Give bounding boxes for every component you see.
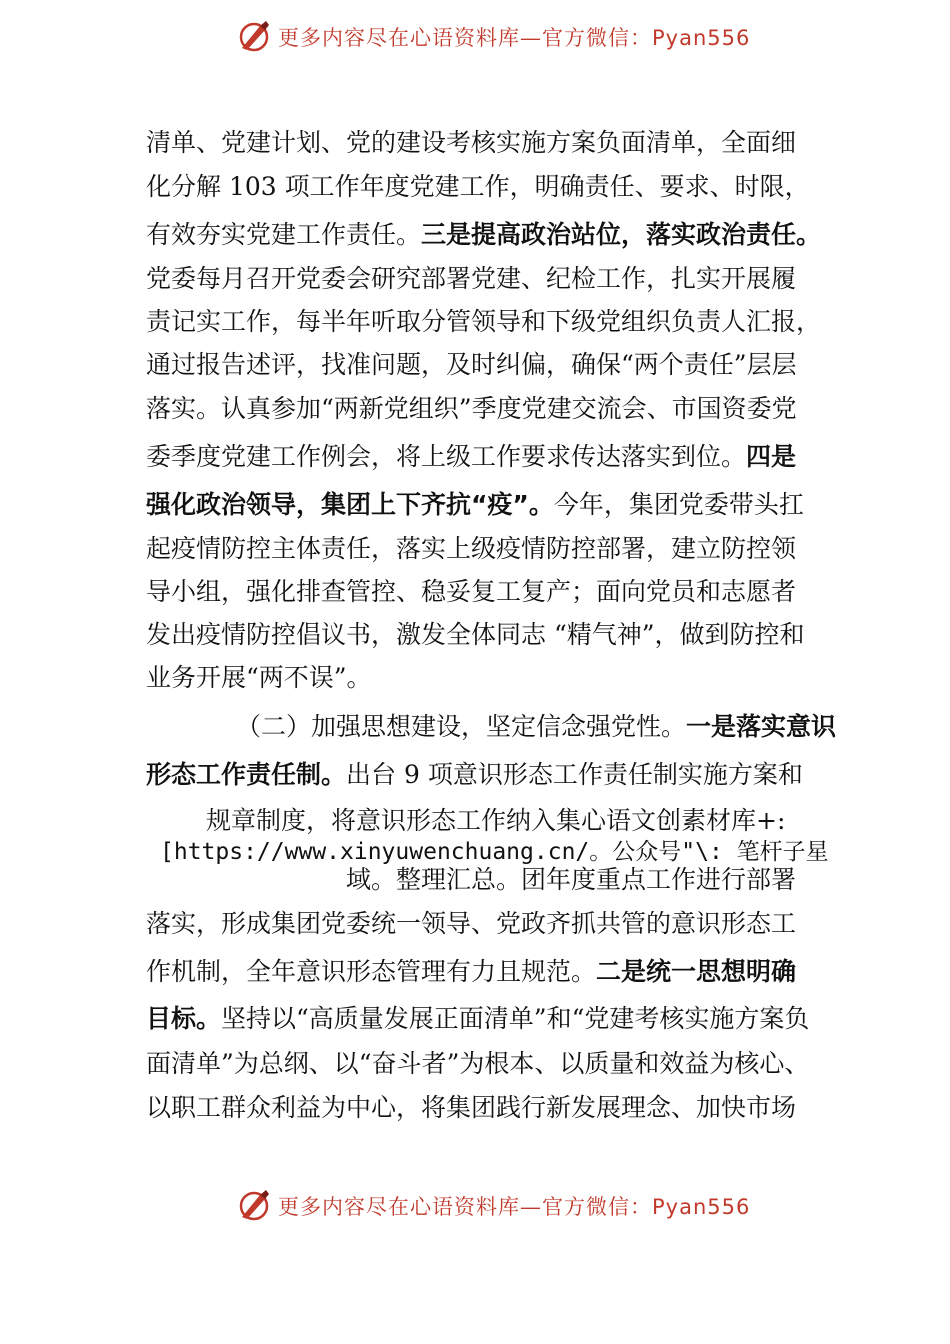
footer-banner: [0, 1185, 950, 1225]
banner-text: 更多内容尽在心语资料库—官方微信：: [278, 26, 652, 50]
text-span: 有效夯实党建工作责任。: [146, 220, 422, 249]
text-span: 面清单”为总纲、以“奋斗者”为根本、以质量和效益为核心、: [146, 1049, 810, 1078]
text-span: 清单、党建计划、党的建设考核实施方案负面清单，全面细: [146, 128, 797, 157]
text-span: 业务开展“两不误”。: [146, 663, 372, 692]
text-line: [236, 711, 836, 743]
text-line: [146, 1003, 809, 1035]
text-span: 规章制度，将意识形态工作纳入集心语文创素材库+:: [206, 806, 786, 835]
text-span: 作机制，全年意识形态管理有力且规范。: [146, 957, 597, 986]
text-line: [146, 306, 821, 338]
text-line: [146, 219, 821, 251]
text-line: [146, 171, 810, 203]
text-span: [https://www.xinyuwenchuang.cn/。公众号"\: 笔杆子星: [160, 839, 829, 865]
text-line: [146, 576, 796, 608]
text-span: 责记实工作，每半年听取分管领导和下级党组织负责人汇报，: [146, 307, 822, 336]
bold-text-span: 目标。: [146, 1004, 222, 1033]
text-line: [146, 127, 796, 159]
text-span: 以职工群众利益为中心，将集团践行新发展理念、加快市场: [146, 1093, 797, 1122]
banner-text: 更多内容尽在心语资料库—官方微信：: [278, 1195, 652, 1219]
text-line: [146, 759, 803, 791]
text-line: [146, 263, 796, 295]
text-line: [146, 956, 796, 988]
text-span: 落实，形成集团党委统一领导、党政齐抓共管的意识形态工: [146, 909, 797, 938]
text-line: [146, 619, 805, 651]
header-banner: [0, 16, 950, 56]
text-span: 起疫情防控主体责任，落实上级疫情防控部署，建立防控领: [146, 534, 797, 563]
text-span: （二）加强思想建设，坚定信念强党性。: [236, 712, 687, 741]
bold-text-span: 三是提高政治站位，落实政治责任。: [421, 220, 822, 249]
text-span: 导小组，强化排查管控、稳妥复工复产；面向党员和志愿者: [146, 577, 797, 606]
text-span: 落实。认真参加“两新党组织”季度党建交流会、市国资委党: [146, 394, 797, 423]
text-line: [146, 533, 796, 565]
wechat-id: Pyan556: [652, 26, 751, 50]
text-span: 委季度党建工作例会，将上级工作要求传达落实到位。: [146, 442, 747, 471]
pen-logo-icon: [236, 1187, 272, 1223]
text-span: 出台 9 项意识形态工作责任制实施方案和: [346, 760, 803, 789]
bold-text-span: 四是: [746, 442, 797, 471]
text-line: [146, 441, 796, 473]
text-span: 今年，集团党委带头扛: [553, 490, 804, 519]
text-span: 通过报告述评，找准问题，及时纠偏，确保“两个责任”层层: [146, 350, 797, 379]
text-span: 党委每月召开党委会研究部署党建、纪检工作，扎实开展履: [146, 264, 797, 293]
text-span: 域。整理汇总。团年度重点工作进行部署: [346, 865, 797, 894]
text-line: [146, 1092, 796, 1124]
text-line: [146, 662, 372, 694]
wechat-id: Pyan556: [652, 1195, 751, 1219]
text-span: 坚持以“高质量发展正面清单”和“党建考核实施方案负: [221, 1004, 810, 1033]
pen-logo-icon: [236, 18, 272, 54]
text-span: 化分解 103 项工作年度党建工作，明确责任、要求、时限，: [146, 172, 810, 201]
bold-text-span: 强化政治领导，集团上下齐抗“疫”。: [146, 490, 554, 519]
text-line: [146, 908, 796, 940]
bold-text-span: 二是统一思想明确: [596, 957, 797, 986]
text-line: [206, 805, 785, 837]
text-line: [346, 864, 796, 896]
text-line: [146, 489, 804, 521]
text-line: [146, 1048, 809, 1080]
bold-text-span: 形态工作责任制。: [146, 760, 347, 789]
text-line: [146, 349, 797, 381]
bold-text-span: 一是落实意识: [686, 712, 837, 741]
text-span: 发出疫情防控倡议书，激发全体同志 “精气神”，做到防控和: [146, 620, 805, 649]
text-line: [146, 393, 797, 425]
